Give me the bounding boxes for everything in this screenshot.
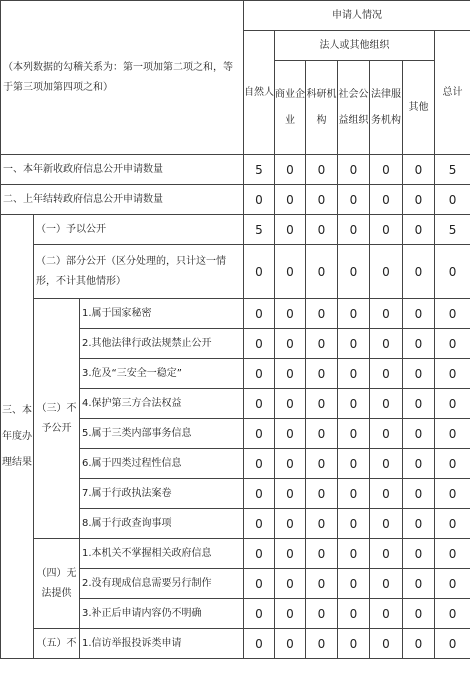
cell-value: 0	[306, 215, 338, 245]
cell-value: 0	[370, 599, 403, 629]
row-label: 1.属于国家秘密	[80, 299, 244, 329]
cell-value: 0	[275, 629, 306, 659]
row-label: 2.其他法律行政法规禁止公开	[80, 329, 244, 359]
table-row	[1, 245, 470, 299]
cell-value: 5	[244, 155, 275, 185]
cell-value: 0	[403, 389, 435, 419]
table-row	[1, 215, 470, 245]
cell-value: 0	[244, 569, 275, 599]
cell-value: 0	[370, 155, 403, 185]
cell-value: 0	[435, 359, 470, 389]
cell-value: 0	[244, 599, 275, 629]
cell-value: 0	[370, 389, 403, 419]
cell-value: 0	[370, 185, 403, 215]
cell-value: 0	[275, 155, 306, 185]
row-label: 6.属于四类过程性信息	[80, 449, 244, 479]
nonprocess-group-label: （五）不	[34, 629, 80, 659]
cell-value: 0	[275, 569, 306, 599]
row-label: 8.属于行政查询事项	[80, 509, 244, 539]
cell-value: 0	[403, 449, 435, 479]
cell-value: 0	[370, 449, 403, 479]
cell-value: 0	[275, 599, 306, 629]
cell-value: 0	[370, 629, 403, 659]
cell-value: 0	[403, 539, 435, 569]
cell-value: 0	[370, 359, 403, 389]
legal-service-header: 法律服务机构	[370, 61, 403, 155]
cell-value: 0	[370, 569, 403, 599]
table-row	[1, 185, 470, 215]
cell-value: 0	[435, 329, 470, 359]
cell-value: 0	[435, 299, 470, 329]
cell-value: 0	[275, 215, 306, 245]
row-label: （一）予以公开	[34, 215, 244, 245]
cell-value: 0	[403, 359, 435, 389]
cell-value: 0	[370, 509, 403, 539]
table-row	[1, 299, 470, 329]
cell-value: 0	[244, 539, 275, 569]
cell-value: 0	[244, 629, 275, 659]
cell-value: 0	[338, 599, 370, 629]
cell-value: 0	[275, 359, 306, 389]
table-row	[1, 629, 470, 659]
cell-value: 5	[435, 215, 470, 245]
cell-value: 0	[338, 629, 370, 659]
cell-value: 0	[435, 389, 470, 419]
cell-value: 0	[435, 185, 470, 215]
row-label: 3.补正后申请内容仍不明确	[80, 599, 244, 629]
cell-value: 0	[338, 215, 370, 245]
cell-value: 0	[275, 539, 306, 569]
cell-value: 0	[306, 419, 338, 449]
cell-value: 0	[338, 449, 370, 479]
social-header: 社会公益组织	[338, 61, 370, 155]
cell-value: 0	[370, 299, 403, 329]
cell-value: 5	[244, 215, 275, 245]
cell-value: 0	[244, 359, 275, 389]
cell-value: 0	[306, 155, 338, 185]
cell-value: 0	[306, 509, 338, 539]
row-label: 5.属于三类内部事务信息	[80, 419, 244, 449]
cell-value: 0	[435, 599, 470, 629]
applicant-status-header: 申请人情况	[244, 1, 470, 31]
cell-value: 0	[403, 419, 435, 449]
cell-value: 0	[403, 329, 435, 359]
table-row	[1, 155, 470, 185]
cell-value: 0	[306, 359, 338, 389]
cell-value: 0	[338, 185, 370, 215]
cell-value: 0	[306, 185, 338, 215]
cell-value: 0	[370, 539, 403, 569]
other-header: 其他	[403, 61, 435, 155]
refuse-group-label: （三）不予公开	[34, 299, 80, 539]
cell-value: 0	[244, 329, 275, 359]
cell-value: 0	[370, 419, 403, 449]
cell-value: 0	[306, 479, 338, 509]
cell-value: 0	[244, 449, 275, 479]
cell-value: 0	[403, 155, 435, 185]
cell-value: 0	[435, 479, 470, 509]
cell-value: 0	[338, 389, 370, 419]
cell-value: 0	[244, 185, 275, 215]
cell-value: 0	[306, 329, 338, 359]
cell-value: 0	[435, 245, 470, 299]
total-header: 总计	[435, 31, 470, 155]
cell-value: 0	[338, 569, 370, 599]
cell-value: 0	[306, 245, 338, 299]
cell-value: 0	[435, 539, 470, 569]
cell-value: 0	[244, 299, 275, 329]
cell-value: 0	[306, 569, 338, 599]
cell-value: 0	[403, 599, 435, 629]
research-header: 科研机构	[306, 61, 338, 155]
cell-value: 0	[275, 509, 306, 539]
cell-value: 0	[403, 215, 435, 245]
cell-value: 0	[338, 479, 370, 509]
cell-value: 0	[435, 509, 470, 539]
cell-value: 0	[275, 389, 306, 419]
cell-value: 0	[370, 245, 403, 299]
cell-value: 0	[244, 509, 275, 539]
row-label: 1.信访举报投诉类申请	[80, 629, 244, 659]
cell-value: 0	[403, 479, 435, 509]
cell-value: 0	[275, 185, 306, 215]
cell-value: 0	[370, 329, 403, 359]
cell-value: 0	[435, 449, 470, 479]
row-label: 二、上年结转政府信息公开申请数量	[1, 185, 244, 215]
cell-value: 0	[403, 569, 435, 599]
row-label: 一、本年新收政府信息公开申请数量	[1, 155, 244, 185]
column-note: （本列数据的勾稽关系为：第一项加第二项之和，等于第三项加第四项之和）	[1, 1, 244, 155]
cannot-provide-group-label: （四）无法提供	[34, 539, 80, 629]
cell-value: 0	[275, 299, 306, 329]
cell-value: 5	[435, 155, 470, 185]
cell-value: 0	[435, 569, 470, 599]
natural-person-header: 自然人	[244, 31, 275, 155]
legal-group-header: 法人或其他组织	[275, 31, 435, 61]
cell-value: 0	[306, 599, 338, 629]
cell-value: 0	[306, 539, 338, 569]
commercial-header: 商业企业	[275, 61, 306, 155]
cell-value: 0	[403, 245, 435, 299]
cell-value: 0	[403, 629, 435, 659]
cell-value: 0	[370, 215, 403, 245]
row-label: 2.没有现成信息需要另行制作	[80, 569, 244, 599]
cell-value: 0	[244, 245, 275, 299]
cell-value: 0	[306, 449, 338, 479]
cell-value: 0	[338, 509, 370, 539]
cell-value: 0	[403, 185, 435, 215]
cell-value: 0	[275, 329, 306, 359]
cell-value: 0	[338, 329, 370, 359]
cell-value: 0	[244, 419, 275, 449]
cell-value: 0	[338, 155, 370, 185]
row-label: 4.保护第三方合法权益	[80, 389, 244, 419]
cell-value: 0	[306, 629, 338, 659]
cell-value: 0	[403, 509, 435, 539]
row-label: 7.属于行政执法案卷	[80, 479, 244, 509]
cell-value: 0	[306, 389, 338, 419]
cell-value: 0	[306, 299, 338, 329]
row-label: 1.本机关不掌握相关政府信息	[80, 539, 244, 569]
section3-label: 三、本年度办理结果	[1, 215, 34, 659]
cell-value: 0	[338, 245, 370, 299]
cell-value: 0	[275, 479, 306, 509]
cell-value: 0	[275, 449, 306, 479]
cell-value: 0	[338, 299, 370, 329]
cell-value: 0	[244, 479, 275, 509]
cell-value: 0	[275, 245, 306, 299]
cell-value: 0	[338, 419, 370, 449]
cell-value: 0	[275, 419, 306, 449]
row-label: （二）部分公开（区分处理的，只计这一情形，不计其他情形）	[34, 245, 244, 299]
row-label: 3.危及“三安全一稳定”	[80, 359, 244, 389]
table-row	[1, 539, 470, 569]
cell-value: 0	[370, 479, 403, 509]
cell-value: 0	[403, 299, 435, 329]
cell-value: 0	[338, 359, 370, 389]
cell-value: 0	[435, 419, 470, 449]
cell-value: 0	[244, 389, 275, 419]
cell-value: 0	[435, 629, 470, 659]
cell-value: 0	[338, 539, 370, 569]
